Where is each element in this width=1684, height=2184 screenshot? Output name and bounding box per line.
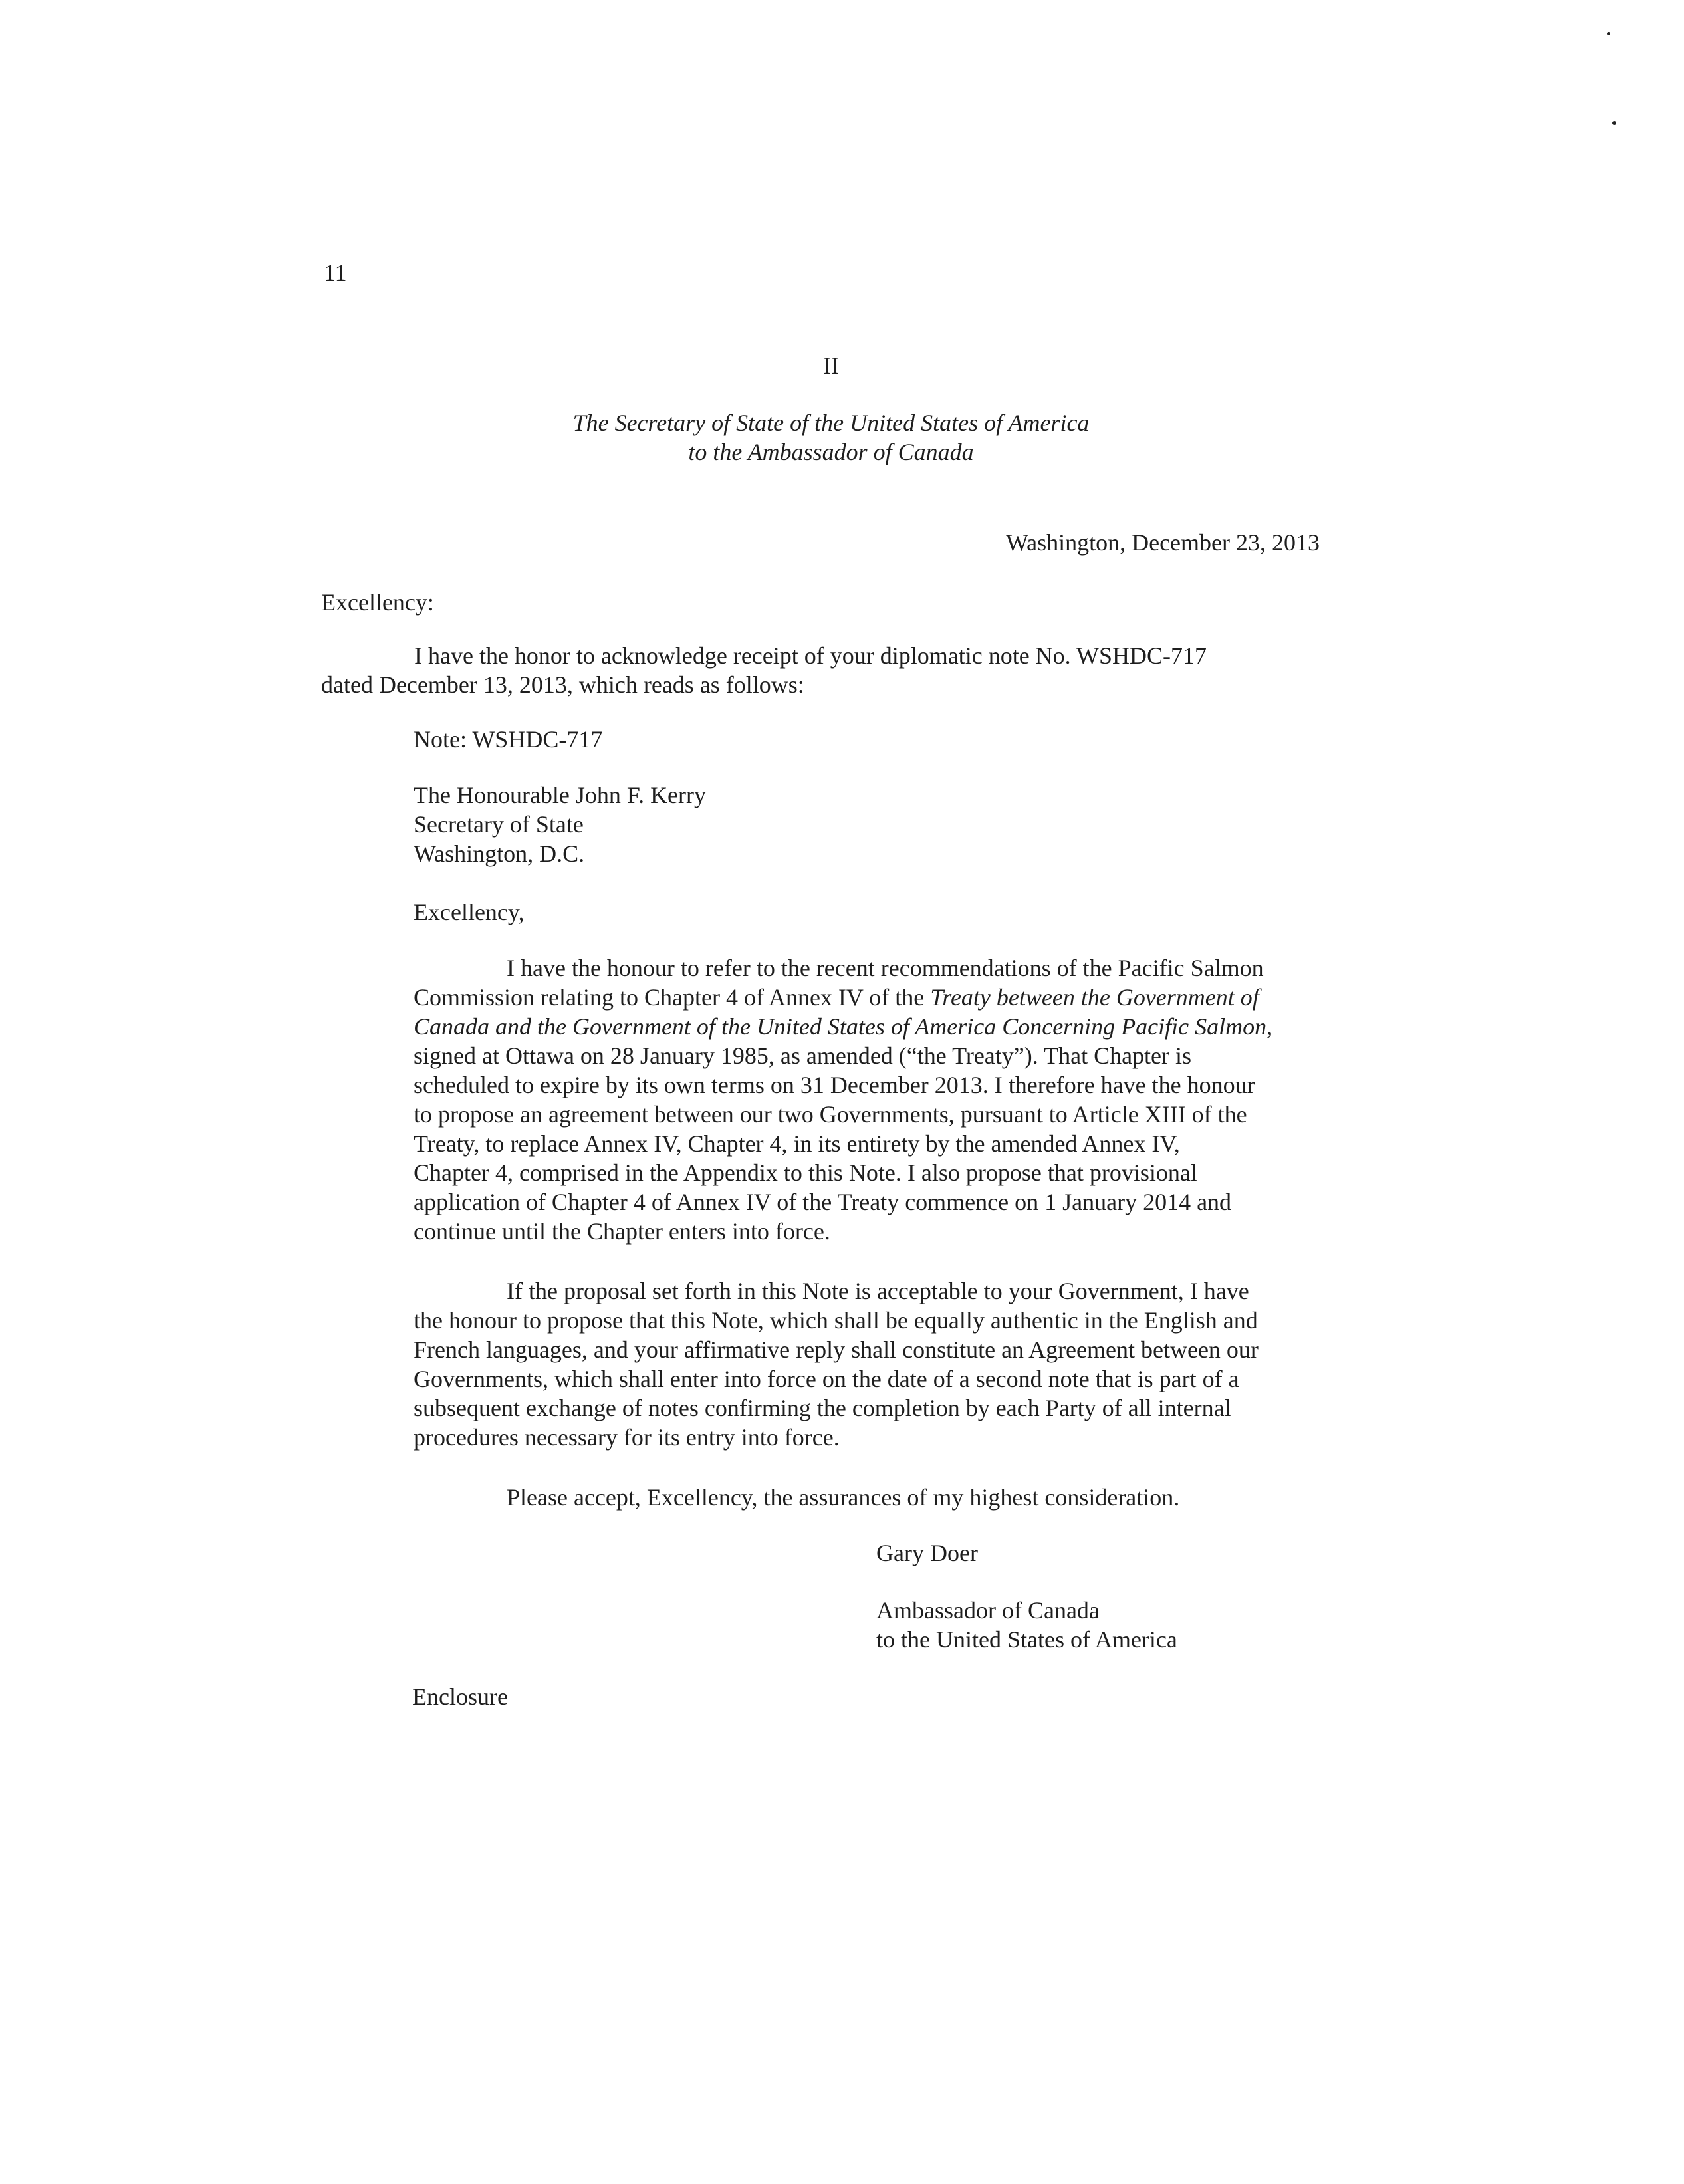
treaty-title-part-1: Treaty between the Government of: [930, 984, 1259, 1011]
para1-line-7: Treaty, to replace Annex IV, Chapter 4, in its entirety by the amended Annex IV,: [414, 1130, 1180, 1157]
intro-line-2: dated December 13, 2013, which reads as follows:: [321, 671, 804, 698]
para2-line-3: French languages, and your affirmative reply shall constitute an Agreement between our: [414, 1336, 1259, 1363]
salutation: Excellency:: [321, 589, 434, 616]
heading-line-2: to the Ambassador of Canada: [688, 439, 974, 465]
scan-speck-top: [1607, 32, 1610, 35]
para2-line-6: procedures necessary for its entry into force.: [414, 1424, 840, 1451]
para1-line-8: Chapter 4, comprised in the Appendix to this Note. I also propose that provisional: [414, 1159, 1197, 1186]
quoted-paragraph-1: [414, 953, 1272, 1246]
addressee-name: The Honourable John F. Kerry: [414, 782, 707, 808]
note-numeral: II: [823, 352, 839, 379]
addressee-title: Secretary of State: [414, 811, 584, 838]
quoted-salutation: Excellency,: [414, 899, 525, 925]
intro-paragraph: [321, 641, 1207, 699]
addressee-block: [414, 781, 706, 868]
closing-line: Please accept, Excellency, the assurances of my highest consideration.: [507, 1484, 1180, 1511]
enclosure-label: Enclosure: [412, 1683, 508, 1710]
para1-line-1: I have the honour to refer to the recent recommendations of the Pacific Salmon: [507, 955, 1264, 981]
para1-line-10: continue until the Chapter enters into force.: [414, 1218, 830, 1245]
para1-line-4: signed at Ottawa on 28 January 1985, as amended (“the Treaty”). That Chapter is: [414, 1042, 1192, 1069]
para1-line-6: to propose an agreement between our two Governments, pursuant to Article XIII of the: [414, 1101, 1247, 1128]
signer-title-block: [876, 1596, 1177, 1654]
para1-line-9: application of Chapter 4 of Annex IV of the Treaty commence on 1 January 2014 and: [414, 1189, 1232, 1215]
quoted-paragraph-2: [414, 1276, 1259, 1452]
para1-line-3: Canada and the Government of the United States of America Concerning Pacific Salmon,: [414, 1013, 1273, 1040]
place-date: Washington, December 23, 2013: [1006, 529, 1320, 556]
letter-heading: [465, 408, 1197, 467]
note-reference: Note: WSHDC-717: [414, 726, 603, 753]
signer-title-line-2: to the United States of America: [876, 1626, 1177, 1653]
para2-line-1: If the proposal set forth in this Note is acceptable to your Government, I have: [507, 1278, 1249, 1304]
para2-line-5: subsequent exchange of notes confirming the completion by each Party of all internal: [414, 1395, 1231, 1421]
para1-line-2: Commission relating to Chapter 4 of Annex IV of the Treaty between the Government of: [414, 984, 1259, 1011]
signer-title-line-1: Ambassador of Canada: [876, 1597, 1100, 1624]
para2-line-2: the honour to propose that this Note, which shall be equally authentic in the English and: [414, 1307, 1258, 1334]
para1-line-5: scheduled to expire by its own terms on 31 December 2013. I therefore have the honour: [414, 1072, 1255, 1098]
intro-line-1: I have the honor to acknowledge receipt of your diplomatic note No. WSHDC-717: [414, 642, 1207, 669]
page-number: 11: [324, 259, 347, 286]
scan-speck-bottom: [1612, 121, 1616, 125]
addressee-city: Washington, D.C.: [414, 840, 585, 867]
heading-line-1: The Secretary of State of the United States of America: [572, 410, 1090, 436]
para2-line-4: Governments, which shall enter into force on the date of a second note that is part of a: [414, 1366, 1239, 1392]
signer-name: Gary Doer: [876, 1540, 978, 1566]
